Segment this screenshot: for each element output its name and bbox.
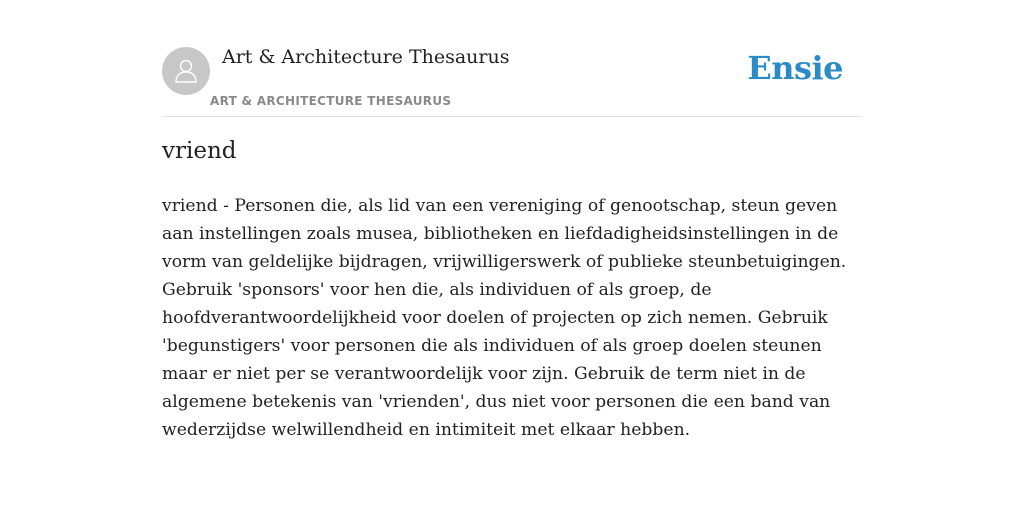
source-header (162, 44, 862, 117)
user-icon (171, 56, 201, 86)
avatar[interactable] (162, 47, 210, 95)
ensie-logo-link[interactable]: Ensie (747, 49, 843, 87)
entry-definition: vriend - Personen die, als lid van een vereniging of genootschap, steun geven aan instellingen zoals musea, bibliotheken en liefdadigheidsinstellingen in de vorm van geldelijke bijdragen, vrijwilligerswerk of publieke steunbetuigingen. Gebruik 'sponsors' voor hen die, als individuen of als groep, de hoofdverantwoordelijkheid voor doelen of projecten op zich nemen. Gebruik 'begunstigers' voor personen die als individuen of als groep doelen steunen maar er niet per se verantwoordelijk voor zijn. Gebruik de term niet in de algemene betekenis van 'vrienden', dus niet voor personen die een band van wederzijdse welwillendheid en intimiteit met elkaar hebben. (162, 196, 847, 440)
entry-title: vriend (162, 138, 237, 164)
source-name-link[interactable]: Art & Architecture Thesaurus (222, 46, 510, 68)
source-subtitle: ART & ARCHITECTURE THESAURUS (210, 94, 452, 108)
